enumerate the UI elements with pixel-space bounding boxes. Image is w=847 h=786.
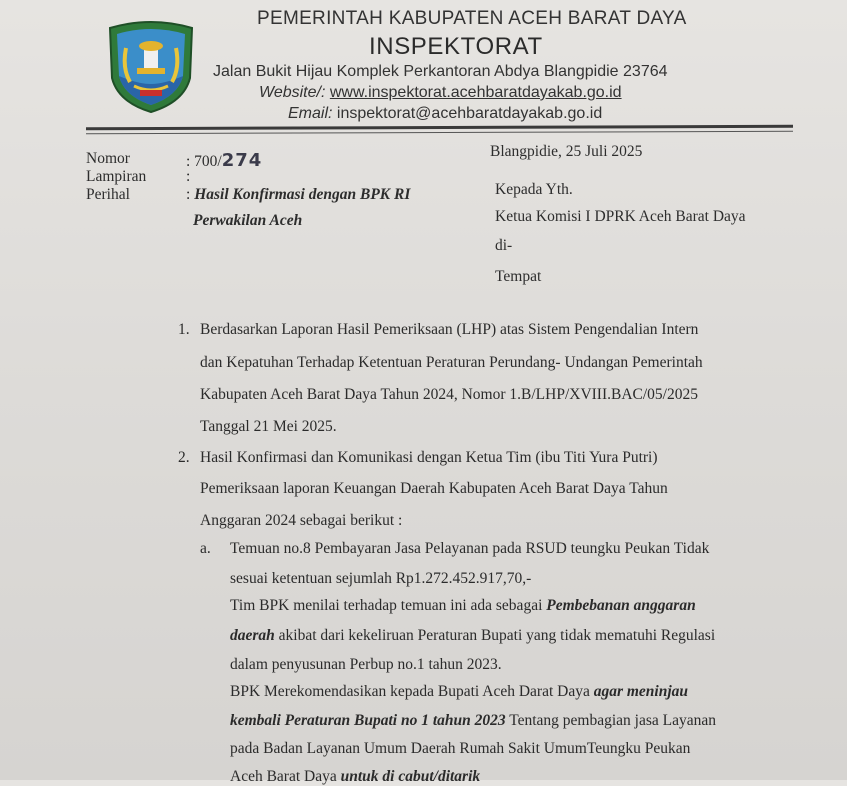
sub-item-a-emphasis-5: untuk di cabut/ditarik (340, 768, 481, 785)
website-label: Website/: (259, 84, 330, 101)
nomor-prefix: : 700/ (186, 153, 222, 170)
sub-item-a-line-6 (230, 683, 688, 701)
email-label: Email: (288, 105, 337, 122)
addressee-recipient: Ketua Komisi I DPRK Aceh Barat Daya (495, 208, 746, 225)
sub-item-a-line-8: pada Badan Layanan Umum Daerah Rumah Sakit UmumTeungku Peukan (230, 740, 691, 757)
sub-item-a-line-7-text: Tentang pembagian jasa Layanan (505, 712, 717, 729)
perihal-line-1: Hasil Konfirmasi dengan BPK RI (194, 186, 411, 203)
sub-item-a-line-9 (230, 768, 480, 786)
perihal-line-2: Perwakilan Aceh (193, 212, 303, 229)
sub-item-a-line-4-text: akibat dari kekeliruan Peraturan Bupati yang tidak mematuhi Regulasi (274, 627, 716, 644)
place-date: Blangpidie, 25 Juli 2025 (490, 143, 643, 160)
sub-item-a-emphasis-3: agar meninjau (593, 683, 689, 700)
lampiran-label: Lampiran (86, 168, 147, 185)
lampiran-value: : (186, 168, 191, 185)
perihal-line-2-wrap (193, 212, 302, 230)
letterhead-divider (86, 125, 793, 130)
item-2-line-2: Pemeriksaan laporan Keuangan Daerah Kabupaten Aceh Barat Daya Tahun (200, 480, 668, 497)
sub-item-a-line-6-text: BPK Merekomendasikan kepada Bupati Aceh Darat Daya (230, 683, 594, 700)
website-line (259, 84, 622, 102)
regency-seal-icon (104, 18, 198, 114)
item-2-line-1: Hasil Konfirmasi dan Komunikasi dengan Ketua Tim (ibu Titi Yura Putri) (200, 449, 658, 466)
item-1-line-2: dan Kepatuhan Terhadap Ketentuan Peraturan Perundang- Undangan Pemerintah (200, 354, 703, 371)
nomor-handwritten: 274 (221, 150, 263, 171)
perihal-value (186, 186, 410, 204)
nomor-label: Nomor (86, 150, 130, 167)
sub-item-a-emphasis-2: daerah (230, 627, 275, 644)
government-name: PEMERINTAH KABUPATEN ACEH BARAT DAYA (257, 8, 687, 29)
sub-item-a-line-5: dalam penyusunan Perbup no.1 tahun 2023. (230, 656, 502, 673)
sub-item-a-line-3 (230, 597, 696, 615)
sub-item-a-line-9-text: Aceh Barat Daya (230, 768, 341, 785)
agency-name: INSPEKTORAT (369, 33, 543, 60)
sub-item-a-line-4 (230, 627, 715, 645)
letterhead-divider-thin (86, 131, 793, 134)
perihal-colon: : (186, 186, 191, 203)
office-address: Jalan Bukit Hijau Komplek Perkantoran Abdya Blangpidie 23764 (213, 63, 668, 80)
sub-item-a-line-1: Temuan no.8 Pembayaran Jasa Pelayanan pada RSUD teungku Peukan Tidak (230, 540, 710, 557)
email-line (288, 105, 602, 123)
sub-item-a-emphasis-1: Pembebanan anggaran (546, 597, 696, 614)
sub-item-a-line-7 (230, 712, 716, 730)
website-link[interactable]: www.inspektorat.acehbaratdayakab.go.id (329, 84, 622, 101)
item-1-number: 1. (178, 321, 190, 338)
addressee-place: Tempat (495, 268, 542, 285)
perihal-label: Perihal (86, 186, 130, 203)
email-address: inspektorat@acehbaratdayakab.go.id (336, 105, 603, 122)
addressee-di: di- (495, 237, 513, 254)
sub-item-a-line-2: sesuai ketentuan sejumlah Rp1.272.452.917,70,- (230, 570, 532, 587)
item-1-line-3: Kabupaten Aceh Barat Daya Tahun 2024, Nomor 1.B/LHP/XVIII.BAC/05/2025 (200, 386, 698, 403)
item-1-line-4: Tanggal 21 Mei 2025. (200, 418, 337, 435)
nomor-value (186, 150, 262, 171)
item-2-number: 2. (178, 449, 190, 466)
item-1-line-1: Berdasarkan Laporan Hasil Pemeriksaan (LHP) atas Sistem Pengendalian Intern (200, 321, 699, 338)
item-2-line-3: Anggaran 2024 sebagai berikut : (200, 512, 403, 529)
sub-item-a-label: a. (200, 540, 211, 557)
sub-item-a-line-3-text: Tim BPK menilai terhadap temuan ini ada sebagai (230, 597, 547, 614)
sub-item-a-emphasis-4: kembali Peraturan Bupati no 1 tahun 2023 (230, 712, 506, 729)
addressee-salutation: Kepada Yth. (495, 181, 573, 198)
